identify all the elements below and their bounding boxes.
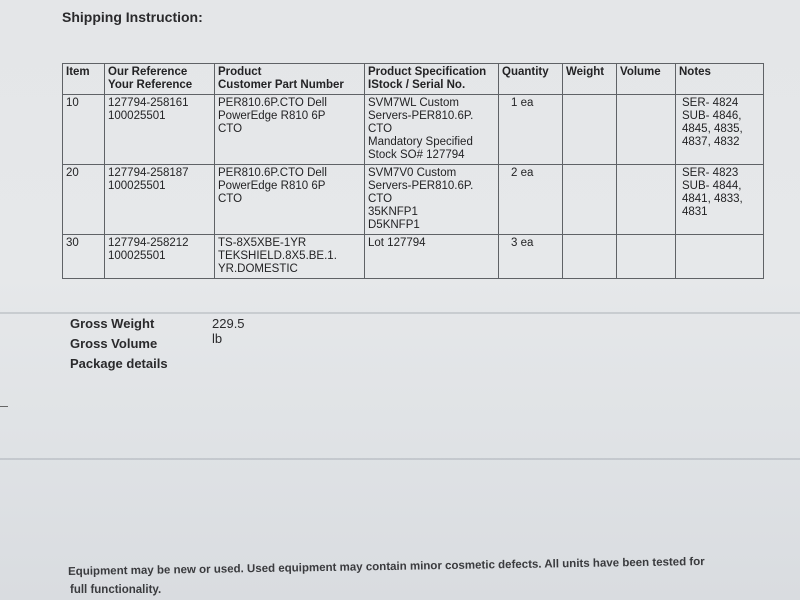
notes-cell bbox=[676, 235, 764, 279]
gross-volume-row bbox=[70, 336, 168, 356]
header-product-label: Product bbox=[218, 66, 262, 78]
gross-volume-label: Gross Volume bbox=[70, 336, 158, 351]
quantity-cell: 3 ea bbox=[499, 235, 563, 279]
product-cell-line: CTO bbox=[218, 123, 243, 135]
header-notes: Notes bbox=[676, 64, 764, 95]
notes-cell-line: SUB- 4844, bbox=[682, 180, 742, 192]
header-stock-serial: IStock / Serial No. bbox=[368, 79, 466, 91]
header-product-specification: Product Specification bbox=[368, 66, 487, 78]
reference-cell-line: 100025501 bbox=[108, 180, 166, 192]
header-reference bbox=[105, 64, 215, 95]
package-details-row bbox=[70, 356, 168, 376]
reference-cell-line: 100025501 bbox=[108, 250, 166, 262]
reference-cell-line: 100025501 bbox=[108, 110, 166, 122]
notes-cell-line: 4845, 4835, bbox=[682, 123, 743, 135]
notes-cell-line: SER- 4823 bbox=[682, 167, 739, 179]
table-body bbox=[63, 95, 764, 279]
weight-cell bbox=[563, 165, 617, 235]
specification-cell-line: Lot 127794 bbox=[368, 237, 426, 249]
header-quantity: Quantity bbox=[499, 64, 563, 95]
reference-cell-line: 127794-258187 bbox=[108, 167, 189, 179]
page-title: Shipping Instruction: bbox=[62, 9, 203, 25]
reference-cell bbox=[105, 95, 215, 165]
header-volume: Volume bbox=[617, 64, 676, 95]
volume-cell bbox=[617, 95, 676, 165]
notes-cell-line: 4831 bbox=[682, 206, 708, 218]
product-cell-line: CTO bbox=[218, 193, 243, 205]
item-number: 30 bbox=[63, 235, 105, 279]
disclaimer-text-continued: full functionality. bbox=[70, 584, 162, 596]
notes-cell-line: SUB- 4846, bbox=[682, 110, 742, 122]
product-cell-line: TS-8X5XBE-1YR bbox=[218, 237, 307, 249]
product-cell-line: PowerEdge R810 6P bbox=[218, 180, 326, 192]
specification-cell-line: Mandatory Specified bbox=[368, 136, 473, 148]
shipment-summary bbox=[70, 316, 245, 376]
gross-weight-value: 229.5 lb bbox=[212, 316, 245, 346]
specification-cell bbox=[365, 95, 499, 165]
weight-cell bbox=[563, 95, 617, 165]
table-row bbox=[63, 235, 764, 279]
specification-cell-line: SVM7V0 Custom bbox=[368, 167, 457, 179]
product-cell-line: PowerEdge R810 6P bbox=[218, 110, 326, 122]
volume-cell bbox=[617, 165, 676, 235]
item-number: 10 bbox=[63, 95, 105, 165]
specification-cell bbox=[365, 165, 499, 235]
specification-cell-line: CTO bbox=[368, 193, 393, 205]
notes-cell-line: SER- 4824 bbox=[682, 97, 739, 109]
gross-weight-label: Gross Weight bbox=[70, 316, 155, 331]
specification-cell bbox=[365, 235, 499, 279]
specification-cell-line: Servers-PER810.6P. bbox=[368, 180, 474, 192]
header-our-reference: Our Reference bbox=[108, 66, 188, 78]
paper-fold bbox=[0, 312, 800, 314]
specification-cell-line: SVM7WL Custom bbox=[368, 97, 459, 109]
notes-cell-line: 4837, 4832 bbox=[682, 136, 740, 148]
quantity-cell: 2 ea bbox=[499, 165, 563, 235]
package-details-label: Package details bbox=[70, 356, 168, 371]
product-cell bbox=[215, 235, 365, 279]
reference-cell bbox=[105, 235, 215, 279]
header-specification bbox=[365, 64, 499, 95]
weight-cell bbox=[563, 235, 617, 279]
margin-mark bbox=[0, 406, 8, 407]
product-cell-line: YR.DOMESTIC bbox=[218, 263, 298, 275]
specification-cell-line: CTO bbox=[368, 123, 393, 135]
product-cell bbox=[215, 95, 365, 165]
header-your-reference: Your Reference bbox=[108, 79, 193, 91]
shipping-table bbox=[62, 63, 764, 279]
notes-cell bbox=[676, 95, 764, 165]
specification-cell-line: Servers-PER810.6P. bbox=[368, 110, 474, 122]
specification-cell-line: Stock SO# 127794 bbox=[368, 149, 465, 161]
quantity-cell: 1 ea bbox=[499, 95, 563, 165]
header-weight: Weight bbox=[563, 64, 617, 95]
item-number: 20 bbox=[63, 165, 105, 235]
reference-cell-line: 127794-258212 bbox=[108, 237, 189, 249]
table-row bbox=[63, 165, 764, 235]
paper-fold bbox=[0, 458, 800, 460]
product-cell-line: PER810.6P.CTO Dell bbox=[218, 167, 327, 179]
specification-cell-line: D5KNFP1 bbox=[368, 219, 420, 231]
reference-cell bbox=[105, 165, 215, 235]
header-customer-part-number: Customer Part Number bbox=[218, 79, 344, 91]
table-header-row bbox=[63, 64, 764, 95]
notes-cell bbox=[676, 165, 764, 235]
table-row bbox=[63, 95, 764, 165]
disclaimer-text: Equipment may be new or used. Used equipment may contain minor cosmetic defects. All units have been tested for bbox=[68, 555, 705, 578]
product-cell bbox=[215, 165, 365, 235]
product-cell-line: PER810.6P.CTO Dell bbox=[218, 97, 327, 109]
volume-cell bbox=[617, 235, 676, 279]
notes-cell-line: 4841, 4833, bbox=[682, 193, 743, 205]
header-item: Item bbox=[63, 64, 105, 95]
header-product bbox=[215, 64, 365, 95]
reference-cell-line: 127794-258161 bbox=[108, 97, 189, 109]
specification-cell-line: 35KNFP1 bbox=[368, 206, 418, 218]
product-cell-line: TEKSHIELD.8X5.BE.1. bbox=[218, 250, 337, 262]
